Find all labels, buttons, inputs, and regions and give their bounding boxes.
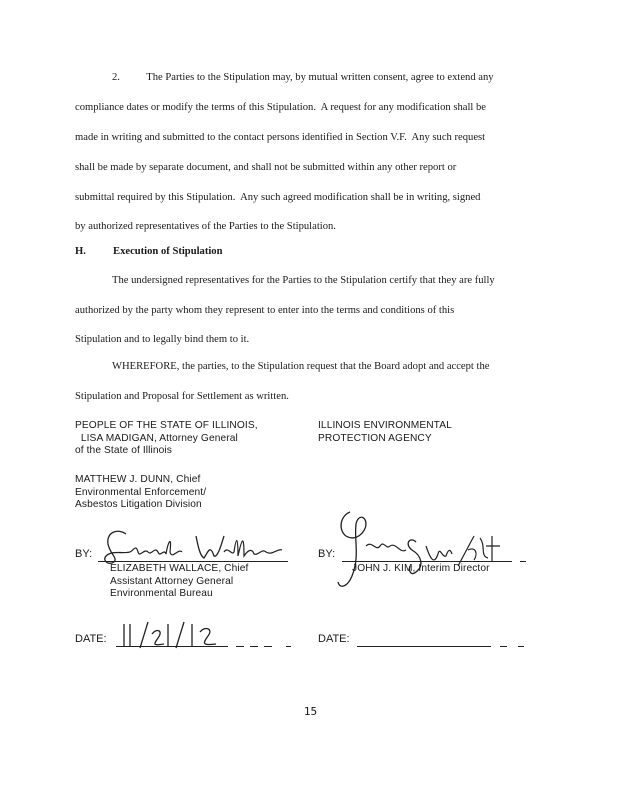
section-heading [75,246,223,257]
signer-line: ELIZABETH WALLACE, Chief [110,563,249,574]
right-signer-block [352,563,490,576]
signer-line: JOHN J. KIM, Interim Director [352,563,490,574]
date-line-dash [518,646,524,647]
left-signer-block [110,563,248,601]
date-line-dash [250,646,258,647]
signer-line: Environmental Bureau [110,588,213,600]
division-line: Asbestos Litigation Division [75,499,202,511]
division-line: Environmental Enforcement/ [75,486,207,498]
by-label: BY: [318,548,336,560]
paragraph-line: submittal required by this Stipulation. Any such agreed modification shall be in writing, signed [75,192,481,203]
party-line: ILLINOIS ENVIRONMENTAL [318,420,452,431]
section-title: Execution of Stipulation [113,246,223,257]
date-label: DATE: [75,633,107,645]
paragraph-line: WHEREFORE, the parties, to the Stipulation request that the Board adopt and accept the [112,361,490,372]
signature-john-kim [330,506,520,598]
party-line: PROTECTION AGENCY [318,432,432,444]
signer-line: Assistant Attorney General [110,575,234,587]
date-line-dash [236,646,244,647]
signature-line-dash [520,561,526,562]
division-line: MATTHEW J. DUNN, Chief [75,474,201,485]
party-line: LISA MADIGAN, Attorney General [75,432,238,444]
division-block [75,474,206,512]
paragraph-line: shall be made by separate document, and shall not be submitted within any other report or [75,162,457,173]
paragraph-line: Stipulation and Proposal for Settlement as written. [75,391,289,402]
by-label: BY: [75,548,93,560]
date-line-dash [286,646,291,647]
paragraph-line: by authorized representatives of the Parties to the Stipulation. [75,221,336,232]
paragraph-line: authorized by the party whom they represent to enter into the terms and conditions of this [75,305,455,316]
paragraph-line: Stipulation and to legally bind them to it. [75,334,250,345]
paragraph-line: The undersigned representatives for the Parties to the Stipulation certify that they are fully [112,275,495,286]
party-line: PEOPLE OF THE STATE OF ILLINOIS, [75,420,258,431]
handwritten-date [118,620,228,650]
section-number: H. [75,246,86,257]
page-number: 15 [303,705,318,718]
right-party-block [318,420,452,445]
paragraph-line: 2. The Parties to the Stipulation may, by mutual written consent, agree to extend any [112,72,494,83]
date-line-dash [500,646,507,647]
paragraph-line: compliance dates or modify the terms of this Stipulation. A request for any modification shall be [75,102,487,113]
date-line-dash [264,646,272,647]
date-label: DATE: [318,633,350,645]
party-line: of the State of Illinois [75,445,172,457]
date-line [357,646,491,647]
left-party-block [75,420,258,458]
paragraph-line: made in writing and submitted to the contact persons identified in Section V.F. Any such request [75,132,486,143]
